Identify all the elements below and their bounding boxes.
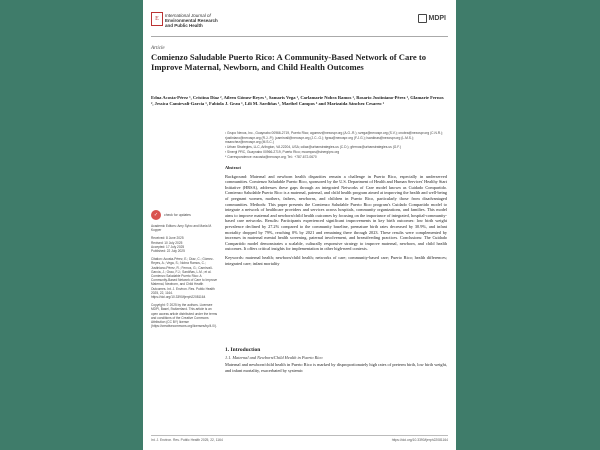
copyright: Copyright: © 2025 by the authors. Licensee MDPI, Basel, Switzerland. This article is an open access article distributed under the terms and conditions of the Creative Commons Attribution (CC BY) license (https://creativecommons.org/licenses/by/4.0/). [151,303,218,329]
footer-citation: Int. J. Environ. Res. Public Health 2025, 22, 1164 [151,438,223,442]
abstract-heading: Abstract [225,165,241,170]
academic-editors: Academic Editors: Amy Sylvo and Maria M. Kopper [151,224,212,233]
keywords: Keywords: maternal health; newborn/child health; networks of care; community-based care; Puerto Rico; health differences; integrated care; infant mortality [225,254,447,266]
correspondence: * Correspondence: eacosta@nexospr.org; Tel.: +787-672-0670 [225,155,317,159]
date-accepted: Accepted: 17 July 2025 [151,244,185,249]
affiliation-3: ³ Sinergi PRC, Guaynabo 00966-2719, Puerto Rico; mcampos@sinergiprc.org [225,150,340,154]
publisher-logo [418,14,447,23]
date-revised: Revised: 10 July 2025 [151,240,183,245]
publisher-name: MDPI [428,15,446,22]
paper-title: Comienzo Saludable Puerto Rico: A Community-Based Network of Care to Improve Maternal, Newborn, and Child Health Outcomes [151,52,427,72]
mdpi-icon [418,14,427,23]
citation: Citation: Acosta-Pérez, E.; Díaz, C.; Gómez-Reyes, A.; Vega, S.; Nobra Ramos, C.; Justiniano-Pérez, R.; Fernos, G.; Camirvali-García, J.; Grau, F.J.; Sardiñas, L.M.; et al. Comienzo Saludable Puerto Rico: A Community-Based Network of Care to Improve Maternal, Newborn, and Child Health Outcomes. Int. J. Environ. Res. Public Health 2025, 22, 1164. https://doi.org/10.3390/ijerph22081164 [151,257,218,300]
abstract-section [225,165,447,269]
check-for-updates-button[interactable] [151,210,219,220]
article-sidebar [151,210,219,328]
article-type: Article [151,46,165,51]
check-updates-icon: ✓ [151,210,161,220]
footer-divider [151,435,448,436]
author-list: Edna Acosta-Pérez ¹, Cristina Díaz ², Aileen Gómez-Reyes ¹, Samaris Vega ¹, Carlamarie Nobra Ramos ¹, Rosario Justiniano-Pérez ¹, Glamarie Fernos ², Jessica Camirvali-García ¹, Fabiola J. Grau ¹, Lili M. Sardiñas ¹, Maribel Campos ³ and Marizaida Sánchez Cesareo ¹ [151,95,444,106]
page-footer [151,438,448,442]
journal-name [165,13,218,28]
paper-page [143,0,456,450]
journal-line-1: International Journal of [165,13,211,18]
subsection-heading: 1.1. Maternal and Newborn/Child Health in Puerto Rico [225,355,323,360]
journal-logo-icon: E [151,12,163,26]
affiliations [225,131,447,160]
intro-paragraph: Maternal and newborn/child health in Puerto Rico is marked by disproportionately high rates of preterm birth, low birth weight, and infant mortality, exacerbated by systemic [225,362,447,373]
footer-doi-link[interactable]: https://doi.org/10.3390/ijerph22081164 [391,438,448,442]
journal-line-2: Environmental Research [165,18,218,23]
affiliation-1: ¹ Grupo Nexos, Inc., Guaynabo 00966-2719, Puerto Rico; agomez@nexospr.org (A.G.-R.); svega@nexospr.org (S.V.); cnobra@nexospr.org (C.N.R.); rjustiniano@nexospr.org (R.J.-P.); jcamirvali@nexospr.org (J.C.-G.); fgrau@nexospr.org (F.J.G.); lsardinas@nexospr.org (L.M.S.); msanchez@nexospr.org (M.S.C.) [225,131,444,144]
abstract-body: Background: Maternal and newborn health disparities remain a challenge in Puerto Rico, especially in underserved communities. Comienzo Saludable Puerto Rico, sponsored by the U.S. Department of Health and Human Services' Healthy Start Initiative (HRSA), addresses these gaps through an integrated Networks of Care model known as Cuidado Compartido. Comienzo Saludable Puerto Rico is a maternal, paternal, and child health program aimed at improving the health and well-being of pregnant women, mothers, fathers, newborns, and children in Puerto Rico, particularly those from disadvantaged communities. Methods: This paper presents the Comienzo Saludable Puerto Rico program's Cuidado Compartido model to integrate a network of healthcare providers and services across hospitals, community organizations, and families. This model aims to improve maternal and newborn/child health outcomes by focusing on the importance of integrated, hospital-community-based care networks. Results: Participants experienced significant improvements in key birth outcomes: low birth weight prevalence declined by 27.2% compared to the community baseline, premature birth rates decreased by 30.9%, and infant mortality dropped by 79%, reaching 0% by 2021 and remaining there through 2023. These results were complemented by increases in maternal mental health screening, paternal involvement, and breastfeeding practices. Conclusions: The Cuidado Compartido model demonstrates a scalable, culturally responsive strategy to improve maternal, newborn, and child health outcomes. It offers critical insights for implementation in other high-need contexts. [225,173,447,252]
date-published: Published: 22 July 2025 [151,249,185,254]
date-received: Received: 8 June 2025 [151,236,184,241]
header-divider [151,36,448,37]
affiliation-2: ² Urban Strategies, LLC, Arlington, VA 22204, USA; cdiaz@urbanstrategies.us (C.D.); gfernos@urbanstrategies.us (G.F.) [225,145,401,149]
journal-line-3: and Public Health [165,23,203,28]
check-updates-label: check for updates [164,213,191,217]
section-heading-introduction: 1. Introduction [225,347,261,353]
